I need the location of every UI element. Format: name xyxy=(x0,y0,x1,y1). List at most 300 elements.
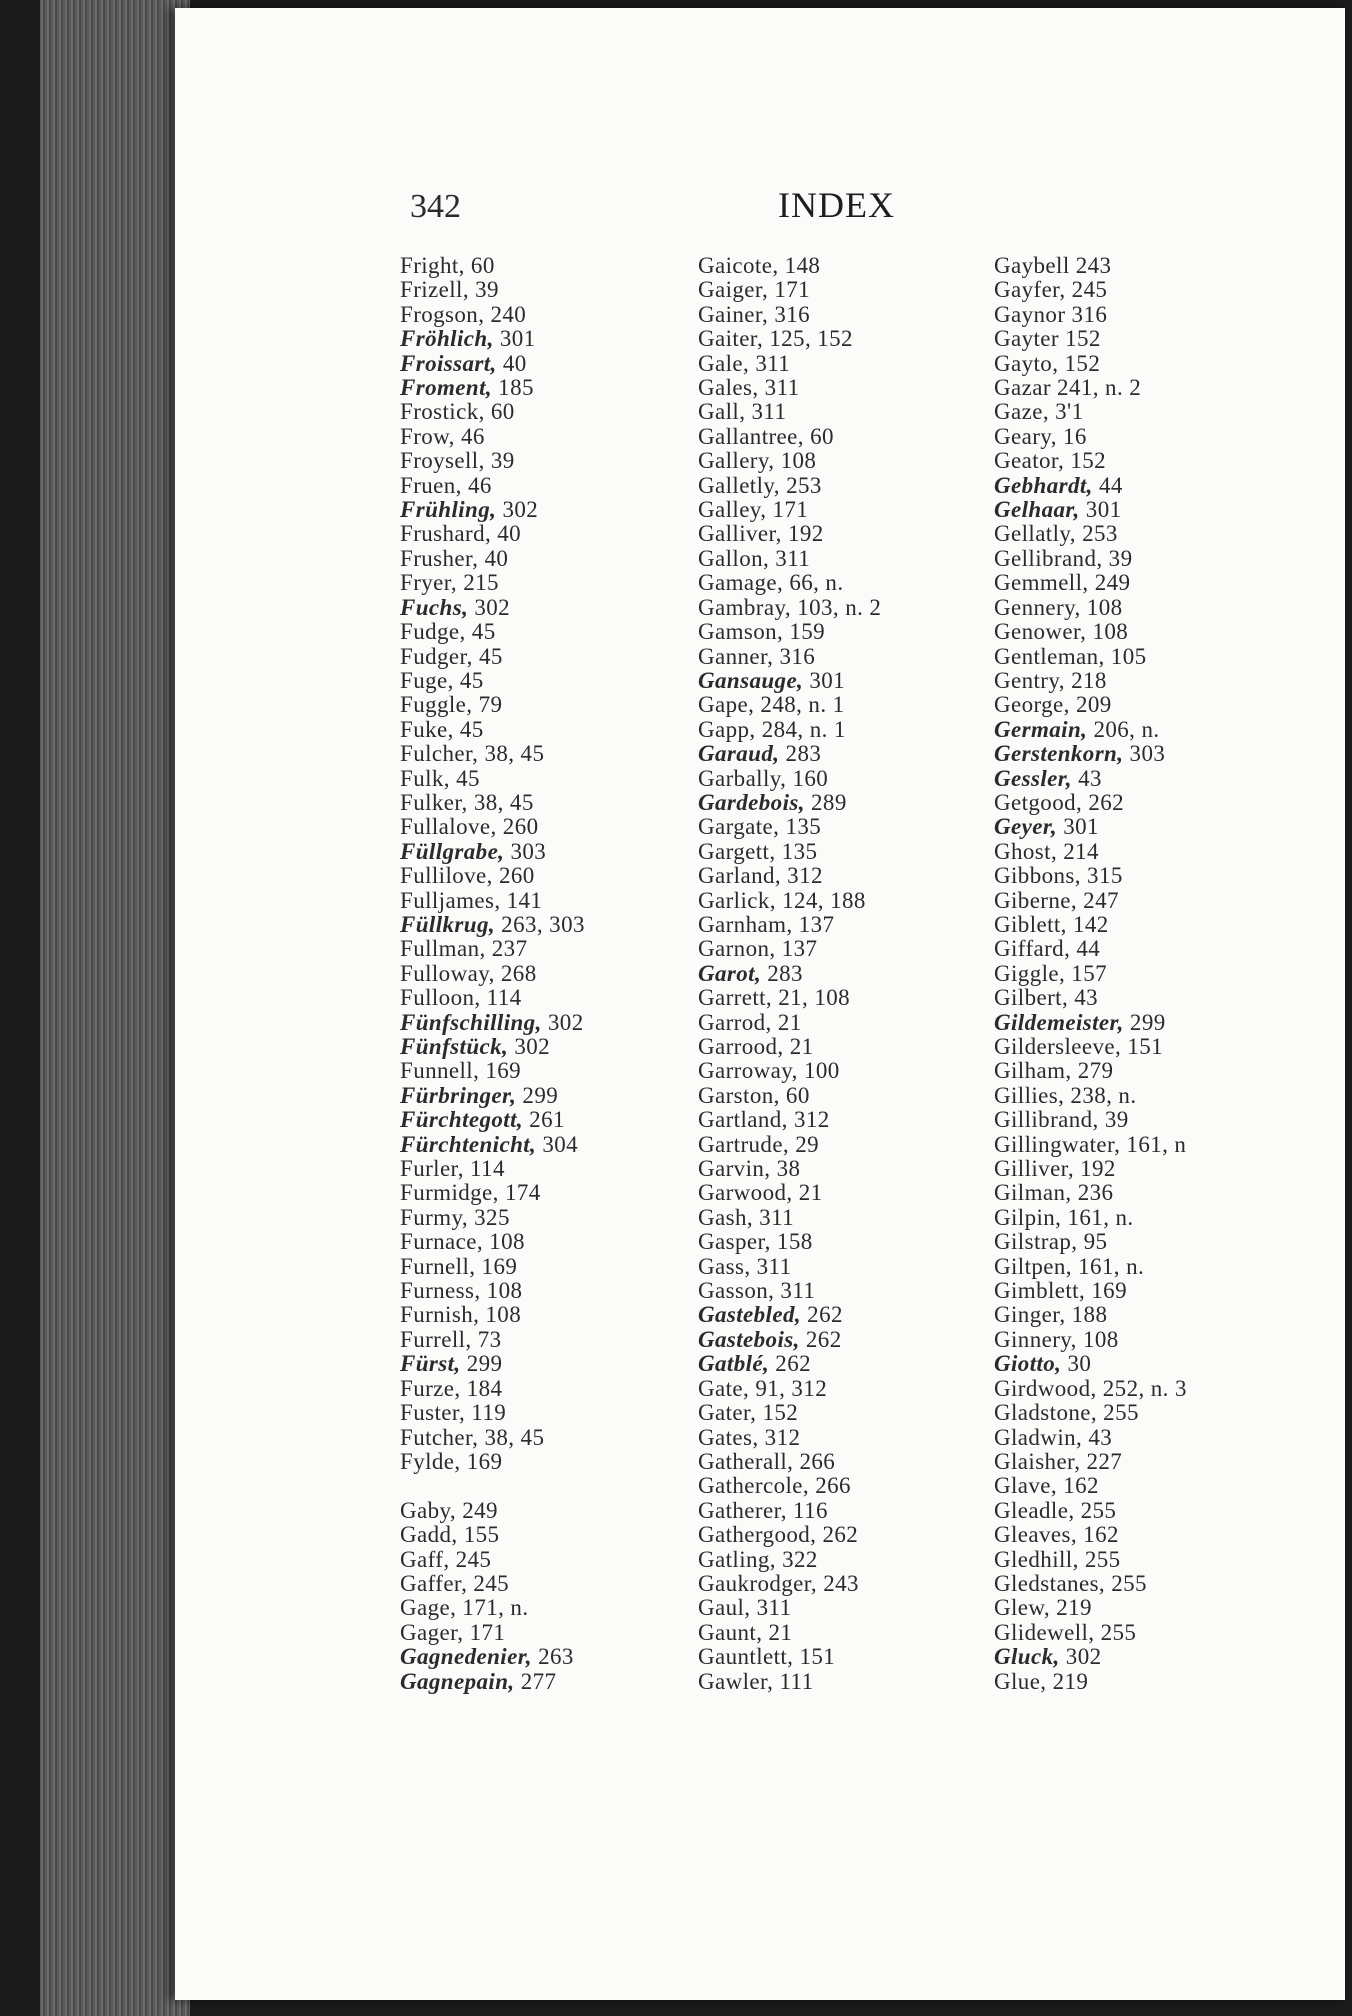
index-entry xyxy=(698,1548,881,1572)
index-entry-pages: 40 xyxy=(478,545,509,571)
index-entry-pages: 215 xyxy=(457,570,499,596)
index-entry xyxy=(400,1255,585,1279)
index-entry-pages: 299 xyxy=(516,1082,559,1108)
index-entry xyxy=(698,1352,881,1376)
index-entry xyxy=(994,718,1187,742)
index-entry xyxy=(994,1133,1187,1157)
index-entry-pages: 161, n xyxy=(1120,1131,1187,1157)
index-entry-name: Gates, xyxy=(698,1424,759,1450)
index-entry-name: Gerstenkorn, xyxy=(994,741,1124,767)
index-entry xyxy=(698,1670,881,1694)
index-entry-pages: 29 xyxy=(789,1131,820,1157)
index-entry xyxy=(994,1352,1187,1376)
index-entry-name: Futcher, xyxy=(400,1424,479,1450)
index-entry-pages: 248, n. 1 xyxy=(754,692,845,718)
index-entry-name: Froissart, xyxy=(400,350,497,376)
index-entry-pages: 44 xyxy=(1092,472,1123,498)
index-entry-pages: 124, 188 xyxy=(775,887,866,913)
index-entry-pages: 116 xyxy=(786,1497,828,1523)
index-entry-pages: 266 xyxy=(793,1448,836,1474)
index-entry xyxy=(400,767,585,791)
index-entry-pages: 152 xyxy=(1058,326,1101,352)
index-entry-name: Fullilove, xyxy=(400,863,493,889)
index-entry-pages: 209 xyxy=(1069,692,1112,718)
index-entry xyxy=(400,1206,585,1230)
index-entry-name: Gagnedenier, xyxy=(400,1644,532,1670)
index-entry xyxy=(400,1084,585,1108)
index-entry-pages: 299 xyxy=(1123,1009,1166,1035)
index-entry-pages: 43 xyxy=(1068,985,1099,1011)
index-entry-name: Gagnepain, xyxy=(400,1668,515,1694)
index-entry-pages: 160 xyxy=(786,765,829,791)
index-entry xyxy=(994,1035,1187,1059)
index-entry-name: Fuster, xyxy=(400,1400,466,1426)
index-entry xyxy=(698,1157,881,1181)
index-entry-pages: 152 xyxy=(756,1400,799,1426)
index-entry xyxy=(698,669,881,693)
index-entry xyxy=(698,596,881,620)
index-entry-pages: 301 xyxy=(493,326,536,352)
index-entry xyxy=(400,1523,585,1547)
index-entry-name: Glave, xyxy=(994,1473,1058,1499)
index-entry-name: Furnace, xyxy=(400,1229,484,1255)
index-entry-name: Frostick, xyxy=(400,399,485,425)
index-entry-pages: 263 xyxy=(531,1644,574,1670)
index-entry-pages: 262 xyxy=(799,1326,842,1352)
index-entry-name: Gasson, xyxy=(698,1278,775,1304)
index-entry-pages: 108 xyxy=(479,1302,522,1328)
index-entry xyxy=(994,376,1187,400)
index-entry-name: Fulloon, xyxy=(400,985,481,1011)
index-entry-name: Gleadle, xyxy=(994,1497,1075,1523)
index-entry-pages: 311 xyxy=(758,375,800,401)
index-entry-name: Giblett, xyxy=(994,911,1067,937)
index-entry-name: Fullalove, xyxy=(400,814,497,840)
index-entry xyxy=(994,1426,1187,1450)
index-entry-pages: 284, n. 1 xyxy=(755,716,846,742)
index-entry-name: Gansauge, xyxy=(698,667,804,693)
index-entry-name: Furnell, xyxy=(400,1253,476,1279)
index-entry-name: Furler, xyxy=(400,1156,464,1182)
index-entry-name: Glidewell, xyxy=(994,1619,1095,1645)
index-entry-name: Garland, xyxy=(698,863,782,889)
index-entry-pages: 38, 45 xyxy=(478,1424,545,1450)
index-entry xyxy=(400,596,585,620)
index-entry-name: Geyer, xyxy=(994,814,1058,840)
index-entry-pages: 316 xyxy=(1065,301,1108,327)
index-entry-pages: 44 xyxy=(1070,936,1101,962)
index-entry-name: Gager, xyxy=(400,1619,464,1645)
index-entry-name: Fudge, xyxy=(400,619,466,645)
index-entry-pages: 277 xyxy=(514,1668,557,1694)
index-entry xyxy=(994,1450,1187,1474)
index-entry-pages: 158 xyxy=(770,1229,813,1255)
index-entry-pages: 243 xyxy=(817,1570,859,1596)
index-entry-pages: 137 xyxy=(792,911,835,937)
index-entry-name: Gater, xyxy=(698,1400,757,1426)
index-entry-name: Gaiter, xyxy=(698,326,764,352)
index-entry-name: Gelhaar, xyxy=(994,497,1080,523)
index-entry-pages: 206, n. xyxy=(1087,716,1160,742)
index-entry-name: Getgood, xyxy=(994,789,1083,815)
index-entry xyxy=(400,400,585,424)
index-entry xyxy=(400,1499,585,1523)
index-entry-name: Gilpin, xyxy=(994,1204,1062,1230)
page-number: 342 xyxy=(410,188,461,225)
index-entry xyxy=(994,1255,1187,1279)
index-entry-name: Gladstone, xyxy=(994,1400,1098,1426)
index-entry-name: Gibbons, xyxy=(994,863,1081,889)
index-entry-name: Gaunt, xyxy=(698,1619,763,1645)
index-entry-name: Garvin, xyxy=(698,1156,771,1182)
index-entry-pages: 114 xyxy=(480,985,522,1011)
index-entry-pages: , 152 xyxy=(1052,350,1101,376)
index-entry-name: Gatherer, xyxy=(698,1497,787,1523)
index-entry xyxy=(698,1206,881,1230)
index-entry-pages: 95 xyxy=(1077,1229,1108,1255)
index-entry-name: Froment, xyxy=(400,375,493,401)
index-entry-name: Fünfstück, xyxy=(400,1034,509,1059)
index-entry-name: Fullman, xyxy=(400,936,486,962)
index-entry-name: Gentry, xyxy=(994,667,1065,693)
index-entry-pages: 66, n. xyxy=(783,570,844,596)
index-entry xyxy=(698,1035,881,1059)
index-entry-name: Gildersleeve, xyxy=(994,1034,1122,1059)
index-entry-pages: 283 xyxy=(779,741,822,767)
index-entry xyxy=(400,571,585,595)
index-entry-name: Gennery, xyxy=(994,594,1081,620)
index-entry xyxy=(698,1255,881,1279)
index-entry-name: Fulljames, xyxy=(400,887,501,913)
index-entry-pages: 45 xyxy=(472,643,503,669)
index-entry-pages: 253 xyxy=(779,472,822,498)
index-entry xyxy=(698,1328,881,1352)
index-entry-name: Gildemeister, xyxy=(994,1009,1124,1035)
index-entry-pages: 218 xyxy=(1064,667,1107,693)
index-entry-name: Gilstrap, xyxy=(994,1229,1078,1255)
index-entry xyxy=(994,1059,1187,1083)
index-entry-pages: 236 xyxy=(1071,1180,1114,1206)
index-entry-name: Gaukrodger, xyxy=(698,1570,818,1596)
index-entry-pages: 174 xyxy=(498,1180,541,1206)
index-entry-pages: 312 xyxy=(787,1107,830,1133)
index-entry-name: Gale, xyxy=(698,350,750,376)
index-entry xyxy=(994,327,1187,351)
index-entry-pages: 119 xyxy=(465,1400,507,1426)
index-entry xyxy=(400,1572,585,1596)
index-entry-pages: 43 xyxy=(1071,765,1102,791)
index-entry-name: Furze, xyxy=(400,1375,461,1401)
index-entry-pages: 262 xyxy=(816,1522,859,1548)
index-entry xyxy=(994,400,1187,424)
index-entry xyxy=(400,669,585,693)
index-entry-pages: 240 xyxy=(484,301,527,327)
index-entry xyxy=(400,889,585,913)
index-entry-name: Giotto, xyxy=(994,1351,1062,1377)
index-entry-pages: 45 xyxy=(449,765,480,791)
index-entry-name: Geator, xyxy=(994,448,1065,474)
index-entry-pages: 171 xyxy=(463,1619,506,1645)
index-entry-name: Germain, xyxy=(994,716,1088,742)
index-entry xyxy=(400,547,585,571)
index-entry-name: Gargate, xyxy=(698,814,780,840)
index-entry-pages: 219 xyxy=(1046,1668,1089,1694)
index-entry-pages: 245 xyxy=(467,1570,510,1596)
index-entry-name: Gellatly, xyxy=(994,521,1076,547)
index-entry xyxy=(400,1230,585,1254)
index-entry xyxy=(400,913,585,937)
index-entry xyxy=(698,1450,881,1474)
index-entry-name: Fürchtegott, xyxy=(400,1107,524,1133)
index-entry-name: Galliver, xyxy=(698,521,782,547)
index-entry-name: Fryer, xyxy=(400,570,458,596)
index-entry-name: Fuge, xyxy=(400,667,454,693)
index-entry xyxy=(698,1108,881,1132)
index-entry xyxy=(994,1645,1187,1669)
index-entry-pages: 303 xyxy=(1123,741,1166,767)
index-entry-name: Gilbert, xyxy=(994,985,1069,1011)
index-entry-pages: 247 xyxy=(1077,887,1119,913)
index-entry xyxy=(698,1401,881,1425)
index-entry-name: Gaff, xyxy=(400,1546,450,1572)
index-entry-pages: 21 xyxy=(792,1180,823,1206)
index-entry-name: Garrood, xyxy=(698,1034,784,1059)
index-entry-pages: 268 xyxy=(494,960,537,986)
index-entry-pages: 311 xyxy=(753,1204,795,1230)
index-entry-name: Gatling, xyxy=(698,1546,776,1572)
index-entry-pages: 148 xyxy=(778,253,821,278)
index-entry-name: Garaud, xyxy=(698,741,780,767)
book-page-edges xyxy=(40,0,190,2016)
index-entry-pages: 108 xyxy=(1076,1326,1119,1352)
index-entry-pages: 40 xyxy=(496,350,527,376)
index-entry-pages: 255 xyxy=(1105,1570,1147,1596)
index-entry xyxy=(698,498,881,522)
index-entry xyxy=(698,815,881,839)
index-entry-pages: 304 xyxy=(536,1131,579,1157)
index-entry-name: Genower, xyxy=(994,619,1087,645)
index-entry xyxy=(400,303,585,327)
index-entry xyxy=(994,1084,1187,1108)
index-entry xyxy=(698,718,881,742)
index-entry xyxy=(400,1401,585,1425)
index-entry-name: Gessler, xyxy=(994,765,1072,791)
index-entry-name: Furness, xyxy=(400,1278,481,1304)
index-entry-pages: 252, n. 3 xyxy=(1096,1375,1187,1401)
index-entry-pages: 238, n. xyxy=(1064,1082,1137,1108)
index-entry-pages: 311 xyxy=(750,1595,792,1621)
index-entry-pages: 192 xyxy=(781,521,824,547)
index-entry-pages: 3'1 xyxy=(1049,399,1084,425)
index-entry-name: Fulk, xyxy=(400,765,450,791)
index-entry xyxy=(400,1670,585,1694)
index-entry-pages: 38, 45 xyxy=(478,741,545,767)
index-entry xyxy=(698,693,881,717)
index-entry-pages: 60 xyxy=(779,1082,810,1108)
index-entry-pages: 219 xyxy=(1050,1595,1092,1621)
index-entry-name: Gawler, xyxy=(698,1668,774,1694)
index-entry-pages: 60 xyxy=(484,399,515,425)
index-entry xyxy=(400,498,585,522)
index-entry xyxy=(994,767,1187,791)
index-entry-pages: 311 xyxy=(769,545,811,571)
index-entry-name: Gentleman, xyxy=(994,643,1105,669)
index-entry-name: Furnish, xyxy=(400,1302,480,1328)
index-entry-name: Galletly, xyxy=(698,472,780,498)
index-entry xyxy=(698,1011,881,1035)
index-entry-name: Frühling, xyxy=(400,497,497,523)
index-entry-pages: 60 xyxy=(464,253,495,278)
index-entry-name: Garnham, xyxy=(698,911,793,937)
index-entry xyxy=(994,1328,1187,1352)
index-entry-pages: 108 xyxy=(1086,619,1129,645)
index-entry-pages: 325 xyxy=(468,1204,510,1230)
index-entry-pages: 161, n. xyxy=(1071,1253,1145,1279)
index-entry-pages: 260 xyxy=(492,863,535,889)
index-entry-pages: 262 xyxy=(769,1351,812,1377)
index-entry xyxy=(994,962,1187,986)
index-entry-pages: 303 xyxy=(504,838,547,864)
index-entry xyxy=(994,1548,1187,1572)
index-entry xyxy=(994,620,1187,644)
index-entry xyxy=(400,425,585,449)
index-entry xyxy=(994,889,1187,913)
index-entry-pages: 108 xyxy=(483,1229,525,1255)
index-entry-pages: 39 xyxy=(1098,1107,1129,1133)
index-entry-pages: 105 xyxy=(1104,643,1147,669)
index-entry-pages: 45 xyxy=(453,667,484,693)
index-entry-pages: 301 xyxy=(1079,497,1122,523)
index-entry-pages: 171 xyxy=(768,277,811,303)
index-entry xyxy=(994,1181,1187,1205)
index-entry xyxy=(994,1499,1187,1523)
index-entry-pages: 45 xyxy=(453,716,484,742)
index-entry-name: Gimblett, xyxy=(994,1278,1086,1304)
index-entry-name: Gathergood, xyxy=(698,1522,817,1548)
index-entry-name: Garrett, xyxy=(698,985,773,1011)
index-entry-pages: 108 xyxy=(1080,594,1123,620)
index-entry-pages: 169 xyxy=(460,1448,503,1474)
index-entry-pages: 142 xyxy=(1066,911,1109,937)
index-entry xyxy=(400,1426,585,1450)
index-entry-name: Glew, xyxy=(994,1595,1051,1621)
index-entry-pages: 137 xyxy=(775,936,818,962)
index-entry-name: Frogson, xyxy=(400,301,485,327)
index-entry xyxy=(400,1035,585,1059)
index-entry-name: Garston, xyxy=(698,1082,780,1108)
index-entry-name: Fylde, xyxy=(400,1448,461,1474)
index-entry-pages: 301 xyxy=(1057,814,1099,840)
index-entry-name: Geary, xyxy=(994,423,1057,449)
index-entry-name: Gillies, xyxy=(994,1082,1065,1108)
index-entry xyxy=(400,1108,585,1132)
index-entry-pages: 45 xyxy=(465,619,496,645)
index-entry xyxy=(994,1523,1187,1547)
index-entry xyxy=(994,498,1187,522)
index-entry xyxy=(400,718,585,742)
index-entry-pages: 60 xyxy=(803,423,834,449)
index-entry-pages: 38, 45 xyxy=(467,789,534,815)
index-entry-pages: 171 xyxy=(766,497,809,523)
index-entry xyxy=(994,303,1187,327)
index-entry xyxy=(698,303,881,327)
index-entry-pages: 255 xyxy=(1074,1497,1117,1523)
page-title: INDEX xyxy=(778,185,895,225)
index-entry xyxy=(698,352,881,376)
index-entry xyxy=(698,1181,881,1205)
index-entry xyxy=(994,474,1187,498)
index-entry xyxy=(400,449,585,473)
index-entry-pages: 39 xyxy=(1102,545,1133,571)
index-entry xyxy=(994,645,1187,669)
index-entry-pages: 21 xyxy=(771,1009,802,1035)
index-entry xyxy=(698,522,881,546)
index-entry-pages: 151 xyxy=(1121,1034,1164,1059)
index-entry xyxy=(994,840,1187,864)
index-entry-name: Girdwood, xyxy=(994,1375,1097,1401)
index-entry xyxy=(698,840,881,864)
index-entry-name: Gellibrand, xyxy=(994,545,1103,571)
index-entry-pages: 135 xyxy=(775,838,818,864)
index-entry-name: Garrod, xyxy=(698,1009,772,1035)
index-entry-name: Fuke, xyxy=(400,716,454,742)
index-entry-name: Gaynor xyxy=(994,301,1066,327)
index-entry-name: Gapp, xyxy=(698,716,756,742)
section-gap xyxy=(400,1474,585,1498)
index-entry xyxy=(994,815,1187,839)
index-entry-pages: 157 xyxy=(1065,960,1108,986)
index-entry-name: Giggle, xyxy=(994,960,1066,986)
index-entry-name: Gleaves, xyxy=(994,1522,1078,1548)
index-entry xyxy=(400,1450,585,1474)
index-entry xyxy=(698,1303,881,1327)
index-entry-pages: 169 xyxy=(475,1253,518,1279)
index-entry xyxy=(698,1499,881,1523)
index-entry-name: Ganner, xyxy=(698,643,774,669)
index-entry-pages: 262 xyxy=(801,1302,843,1328)
index-entry-name: Gainer, xyxy=(698,301,769,327)
index-entry-name: Gayto xyxy=(994,350,1053,376)
index-entry-name: Ginger, xyxy=(994,1302,1066,1328)
index-entry-name: Gilliver, xyxy=(994,1156,1074,1182)
index-entry xyxy=(994,1279,1187,1303)
index-entry xyxy=(698,1572,881,1596)
index-entry-pages: 311 xyxy=(749,350,791,376)
index-entry-name: Fuchs, xyxy=(400,594,469,620)
index-entry xyxy=(698,1133,881,1157)
index-entry-name: Gambray, xyxy=(698,594,792,620)
index-entry xyxy=(400,352,585,376)
index-entry-pages: 214 xyxy=(1057,838,1099,864)
index-entry-name: Gallery, xyxy=(698,448,775,474)
index-entry xyxy=(698,767,881,791)
index-entry-name: Fürchtenicht, xyxy=(400,1131,537,1157)
index-entry-pages: 114 xyxy=(463,1156,505,1182)
index-entry-pages: 21, 108 xyxy=(772,985,851,1011)
index-entry-name: Fröhlich, xyxy=(400,326,494,352)
index-entry-name: Gebhardt, xyxy=(994,472,1093,498)
index-entry-name: Gilham, xyxy=(994,1058,1072,1084)
index-entry-name: Gape, xyxy=(698,692,755,718)
index-entry xyxy=(698,278,881,302)
index-entry xyxy=(994,669,1187,693)
index-entry xyxy=(400,327,585,351)
index-entry xyxy=(994,1670,1187,1694)
index-entry-name: Gillingwater, xyxy=(994,1131,1121,1157)
index-entry-pages: 322 xyxy=(775,1546,818,1572)
index-entry-name: Gluck, xyxy=(994,1644,1060,1670)
index-entry-pages: 162 xyxy=(1057,1473,1099,1499)
